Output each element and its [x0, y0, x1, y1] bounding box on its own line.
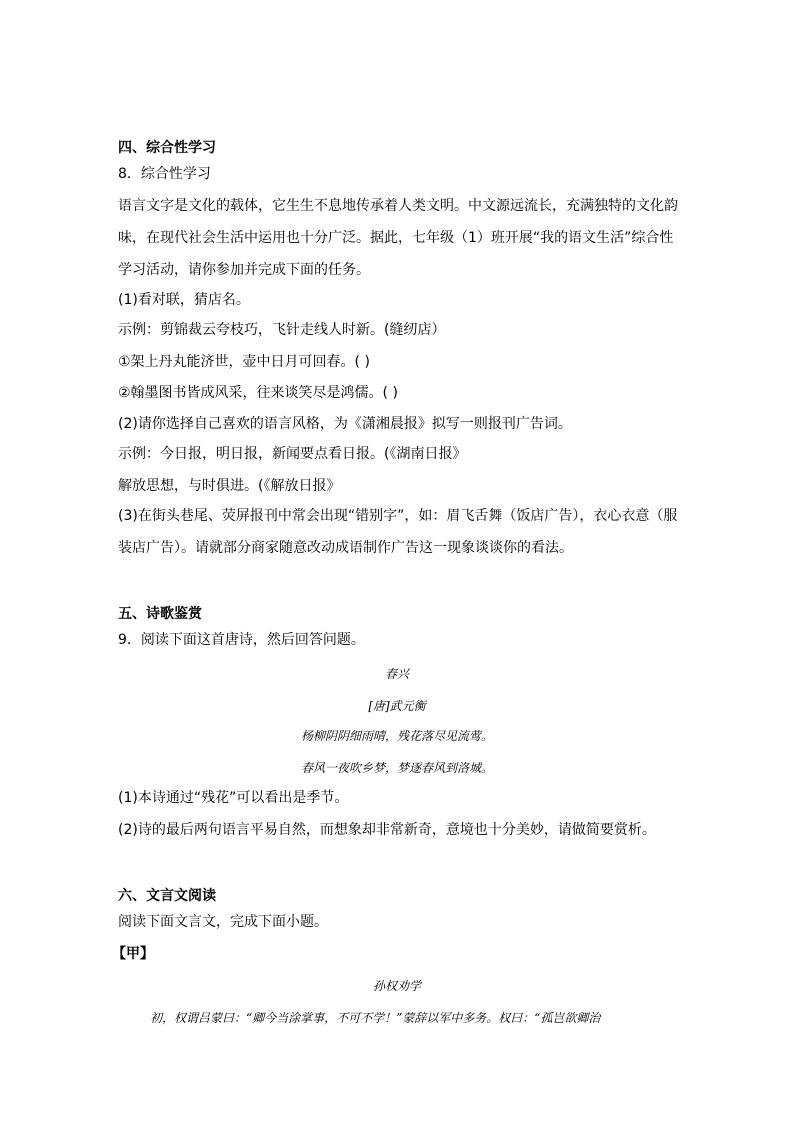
poem-author: [唐]武元衡 — [368, 699, 426, 713]
example-2b: 解放思想，与时俱进。(《解放日报》 — [118, 478, 341, 494]
example-2a: 示例：今日报，明日报，新闻要点看日报。(《湖南日报》 — [118, 446, 467, 462]
section-heading-4: 四、综合性学习 — [118, 140, 216, 156]
question-9-title: 9．阅读下面这首唐诗，然后回答问题。 — [118, 632, 365, 648]
classical-intro: 阅读下面文言文，完成下面小题。 — [118, 914, 328, 930]
question-9-1: (1)本诗通过“残花”可以看出是季节。 — [118, 790, 349, 806]
intro-line-3: 学习活动，请你参加并完成下面的任务。 — [118, 262, 370, 278]
poem-line-1: 杨柳阴阴细雨晴，残花落尽见流莺。 — [300, 729, 493, 743]
poem-line-2: 春风一夜吹乡梦，梦逐春风到洛城。 — [300, 761, 493, 775]
task-3-line-2: 装店广告）。请就部分商家随意改动成语制作广告这一现象谈谈你的看法。 — [118, 540, 573, 556]
example-1: 示例：剪锦裁云夸枝巧，飞针走线人时新。(缝纫店） — [118, 322, 446, 338]
intro-line-1: 语言文字是文化的载体，它生生不息地传承着人类文明。中文源远流长，充满独特的文化韵 — [118, 198, 678, 214]
label-jia: 【甲】 — [112, 946, 154, 962]
couplet-item-1: ①架上丹丸能济世，壶中日月可回春。( ) — [118, 354, 370, 370]
section-heading-5: 五、诗歌鉴赏 — [118, 606, 202, 622]
question-9-2: (2)诗的最后两句语言平易自然，而想象却非常新奇，意境也十分美妙，请做简要赏析。 — [118, 822, 656, 838]
intro-line-2: 味，在现代社会生活中运用也十分广泛。据此，七年级（1）班开展“我的语文生活”综合性 — [118, 230, 674, 246]
task-3-line-1: (3)在街头巷尾、荧屏报刊中常会出现“错别字”，如：眉飞舌舞（饭店广告），衣心衣意（服 — [118, 508, 678, 524]
task-1: (1)看对联，猜店名。 — [118, 292, 250, 308]
section-heading-6: 六、文言文阅读 — [118, 888, 216, 904]
couplet-item-2: ②翰墨图书皆成风采，往来谈笑尽是鸿儒。( ) — [118, 385, 398, 401]
poem-title: 春兴 — [384, 667, 409, 681]
classical-text-line-1: 初，权谓吕蒙曰：“卿今当涂掌事，不可不学！”蒙辞以军中多务。权曰：“孤岂欲卿治 — [150, 1011, 601, 1025]
task-2: (2)请你选择自己喜欢的语言风格，为《潇湘晨报》拟写一则报刊广告词。 — [118, 416, 572, 432]
question-8-title: 8．综合性学习 — [118, 166, 211, 182]
classical-text-title: 孙权劝学 — [372, 979, 421, 993]
